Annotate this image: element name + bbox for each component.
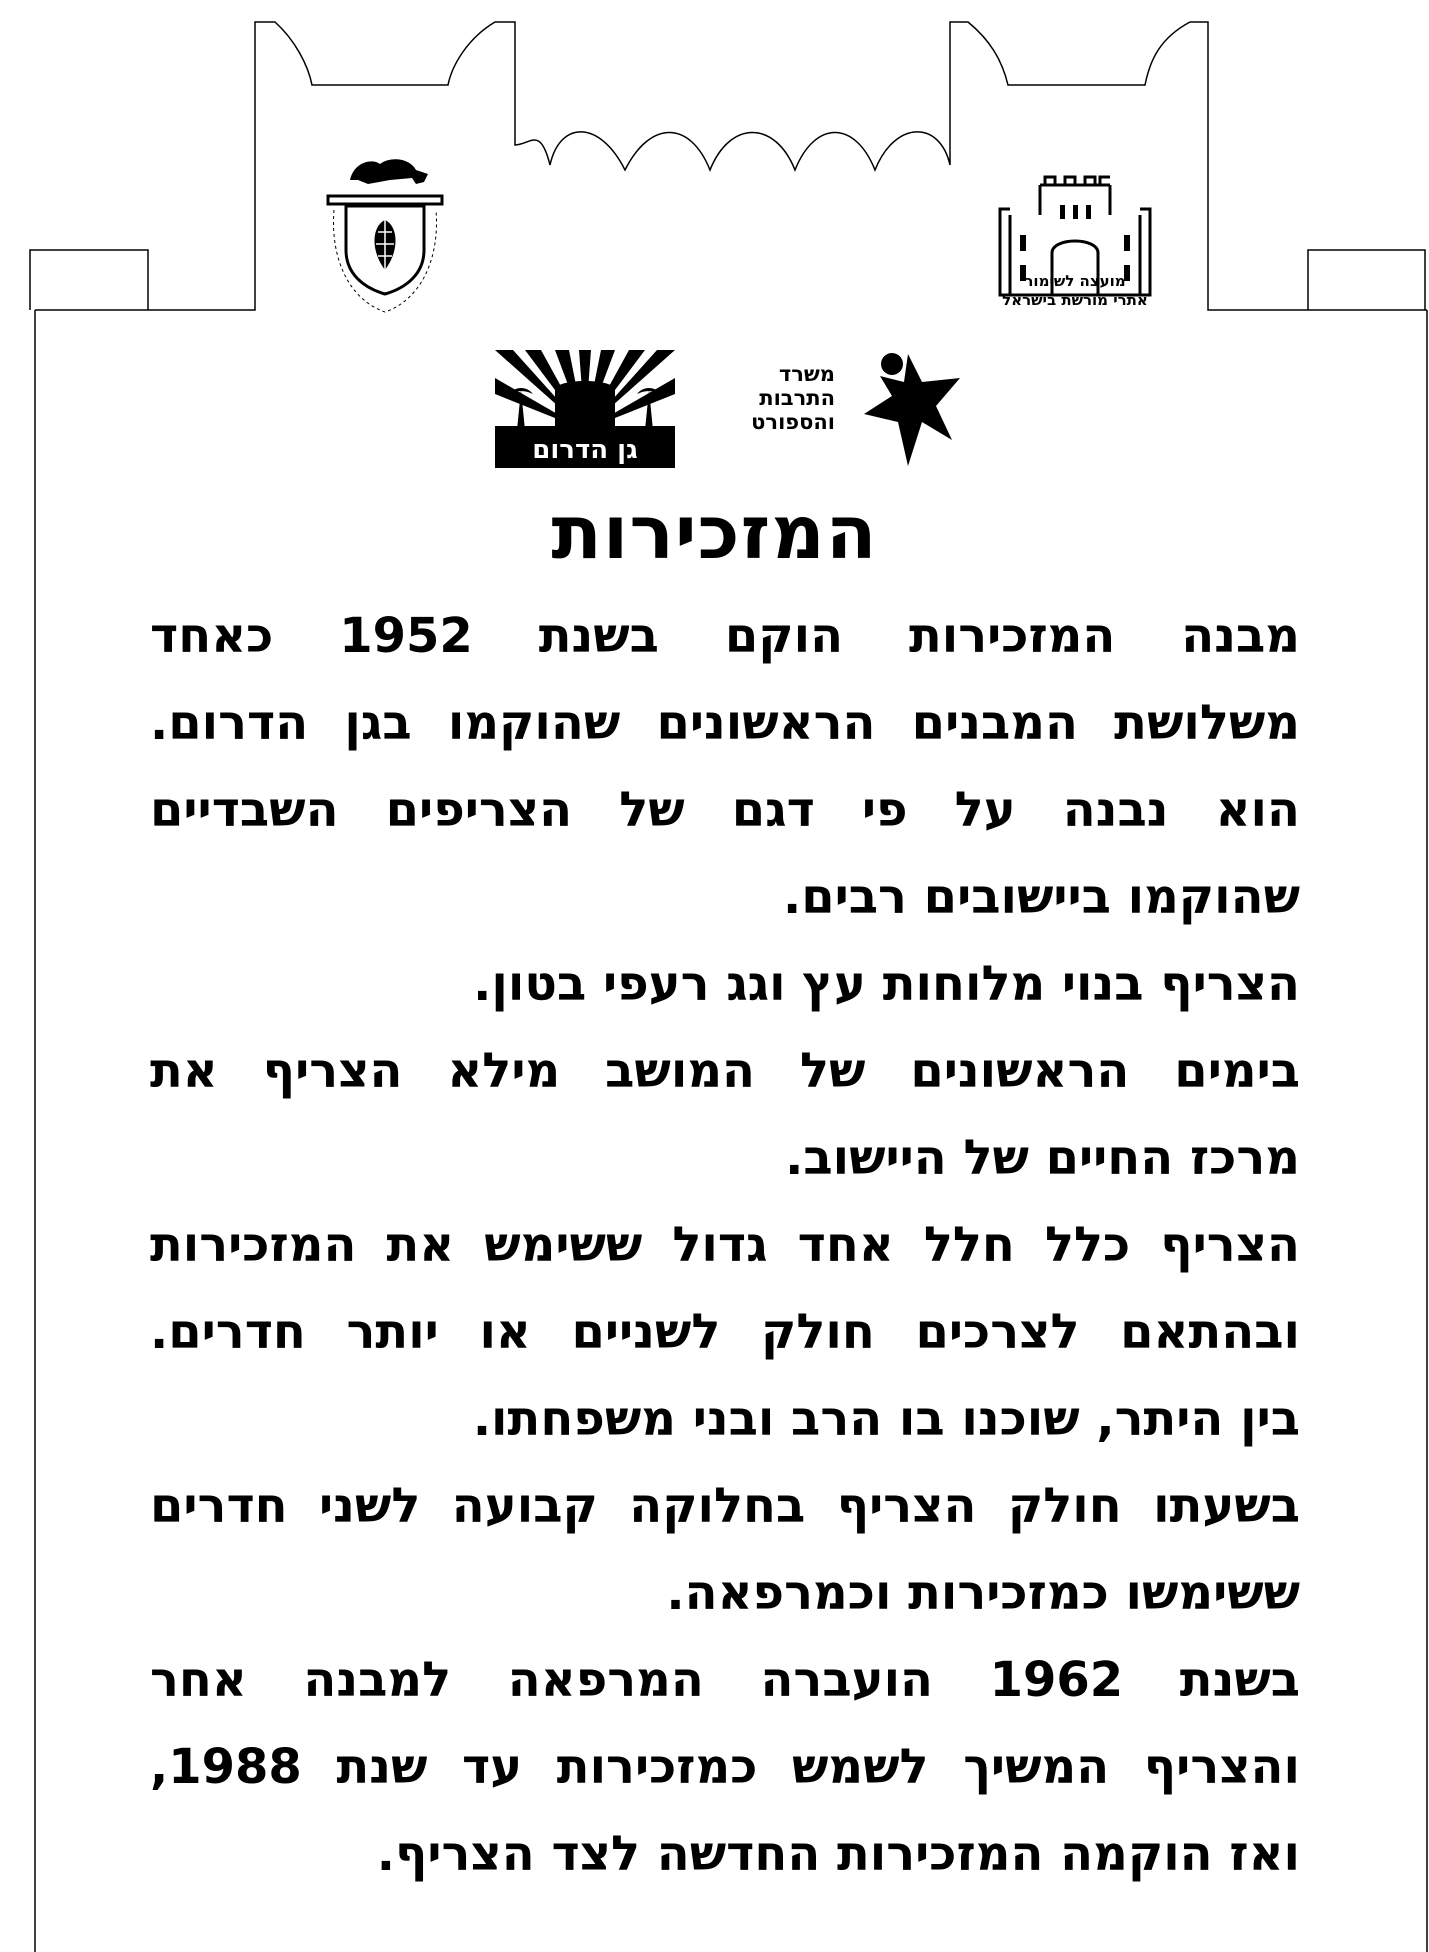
heritage-caption-line2: אתרי מורשת בישראל <box>1002 291 1148 309</box>
body-line: שהוקמו ביישובים רבים. <box>782 869 1300 925</box>
body-text <box>150 596 1300 1901</box>
regional-council-lion-emblem-icon <box>320 150 450 320</box>
body-line: בשנת 1962 הועברה המרפאה למבנה אחר <box>150 1652 1300 1708</box>
ministry-line3: והספורט <box>751 410 835 434</box>
gan-hadarom-logo-text: גן הדרום <box>532 435 638 465</box>
body-line: בימים הראשונים של המושב מילא הצריף את <box>150 1043 1300 1099</box>
heritage-caption-line1: מועצה לשימור <box>1024 272 1126 290</box>
body-line: משלושת המבנים הראשונים שהוקמו בגן הדרום. <box>150 695 1300 751</box>
body-line: בשעתו חולק הצריף בחלוקה קבועה לשני חדרים <box>150 1478 1300 1534</box>
body-line: ואז הוקמה המזכירות החדשה לצד הצריף. <box>376 1826 1300 1882</box>
heritage-caption <box>950 272 1200 310</box>
ministry-logo <box>740 348 980 468</box>
body-line: הצריף בנוי מלוחות עץ וגג רעפי בטון. <box>473 956 1300 1012</box>
body-line: בין היתר, שוכנו בו הרב ובני משפחתו. <box>472 1391 1300 1447</box>
gan-hadarom-sunburst-icon <box>495 350 675 468</box>
ministry-star-icon <box>860 348 975 468</box>
ministry-text <box>740 362 835 434</box>
body-line: הצריף כלל חלל אחד גדול ששימש את המזכירות <box>150 1217 1300 1273</box>
body-line: ובהתאם לצרכים חולק לשניים או יותר חדרים. <box>150 1304 1300 1360</box>
body-line: והצריף המשיך לשמש כמזכירות עד שנת 1988, <box>150 1739 1300 1795</box>
body-line: מבנה המזכירות הוקם בשנת 1952 כאחד <box>150 608 1300 664</box>
body-line: מרכז החיים של היישוב. <box>785 1130 1300 1186</box>
body-line: הוא נבנה על פי דגם של הצריפים השבדיים <box>150 782 1300 838</box>
body-line: ששימשו כמזכירות וכמרפאה. <box>666 1565 1300 1621</box>
ministry-line2: התרבות <box>759 386 835 410</box>
page-title: המזכירות <box>551 490 878 576</box>
ministry-line1: משרד <box>778 362 835 386</box>
